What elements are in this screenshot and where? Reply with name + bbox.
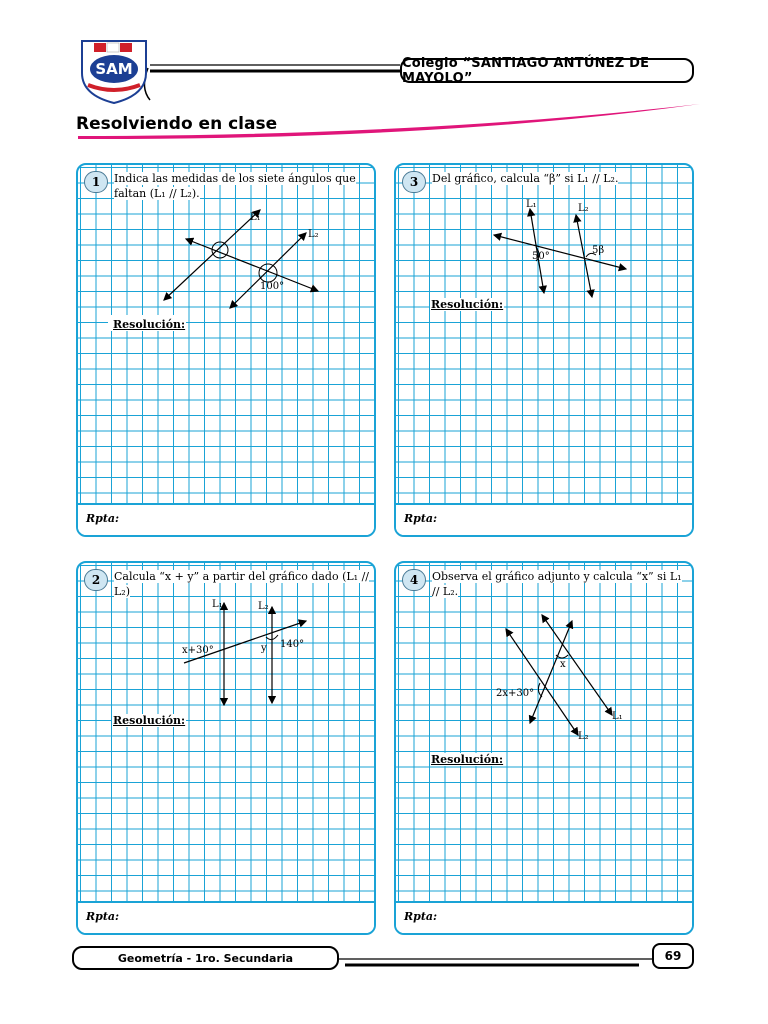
- angle-label-b: 2x+30°: [496, 688, 535, 699]
- answer-bar[interactable]: [396, 503, 692, 535]
- label-l1: L₁: [212, 599, 223, 610]
- label-l1: L₁: [612, 711, 623, 722]
- label-l1: L₁: [526, 199, 537, 210]
- school-logo: [74, 33, 154, 105]
- label-l1: L₁: [250, 212, 261, 223]
- section-title: Resolviendo en clase: [76, 114, 278, 134]
- angle-label-b: 5β: [592, 245, 605, 256]
- rpta-label: Rpta:: [404, 910, 438, 923]
- page-number: 69: [652, 943, 694, 969]
- answer-bar[interactable]: [78, 901, 374, 933]
- exercise-prompt: Indica las medidas de los siete ángulos que faltan (L₁ // L₂).: [114, 172, 356, 200]
- resolucion-label: Resolución:: [113, 714, 186, 727]
- figure-3: [396, 165, 694, 505]
- exercise-number: 3: [402, 171, 426, 193]
- figure-1: [78, 165, 376, 505]
- answer-bar[interactable]: [78, 503, 374, 535]
- exercise-number: 4: [402, 569, 426, 591]
- angle-label-c: 140°: [280, 639, 305, 650]
- exercise-prompt: Observa el gráfico adjunto y calcula “x” si L₁ // L₂.: [432, 570, 682, 598]
- rpta-label: Rpta:: [86, 512, 120, 525]
- answer-bar[interactable]: [396, 901, 692, 933]
- exercise-number: 2: [84, 569, 108, 591]
- exercise-number: 1: [84, 171, 108, 193]
- resolucion-label: Resolución:: [113, 318, 186, 331]
- rpta-label: Rpta:: [404, 512, 438, 525]
- exercise-panel-2: [76, 561, 376, 935]
- angle-label-a: 50°: [532, 251, 550, 262]
- resolucion-label: Resolución:: [431, 298, 504, 311]
- angle-label-a: x: [560, 659, 566, 670]
- label-l2: L₂: [308, 229, 319, 240]
- school-name: Colegio “SANTIAGO ANTÚNEZ DE MAYOLO”: [400, 58, 694, 83]
- label-l2: L₂: [578, 731, 589, 742]
- logo-text: SAM: [95, 60, 133, 78]
- figure-2: [78, 563, 376, 903]
- angle-label-a: x+30°: [182, 645, 214, 656]
- label-l2: L₂: [578, 203, 589, 214]
- exercise-prompt: Calcula “x + y” a partir del gráfico dado (L₁ // L₂): [114, 570, 370, 598]
- exercise-prompt: Del gráfico, calcula “β” si L₁ // L₂.: [432, 172, 619, 185]
- exercise-panel-4: [394, 561, 694, 935]
- exercise-panel-1: [76, 163, 376, 537]
- course-label: Geometría - 1ro. Secundaria: [72, 946, 339, 970]
- angle-label-b: y: [261, 643, 267, 654]
- label-l2: L₂: [258, 601, 269, 612]
- exercise-panel-3: [394, 163, 694, 537]
- rpta-label: Rpta:: [86, 910, 120, 923]
- figure-4: [396, 563, 694, 903]
- angle-label: 100°: [260, 281, 285, 292]
- resolucion-label: Resolución:: [431, 753, 504, 766]
- footer-decoration: [339, 955, 653, 975]
